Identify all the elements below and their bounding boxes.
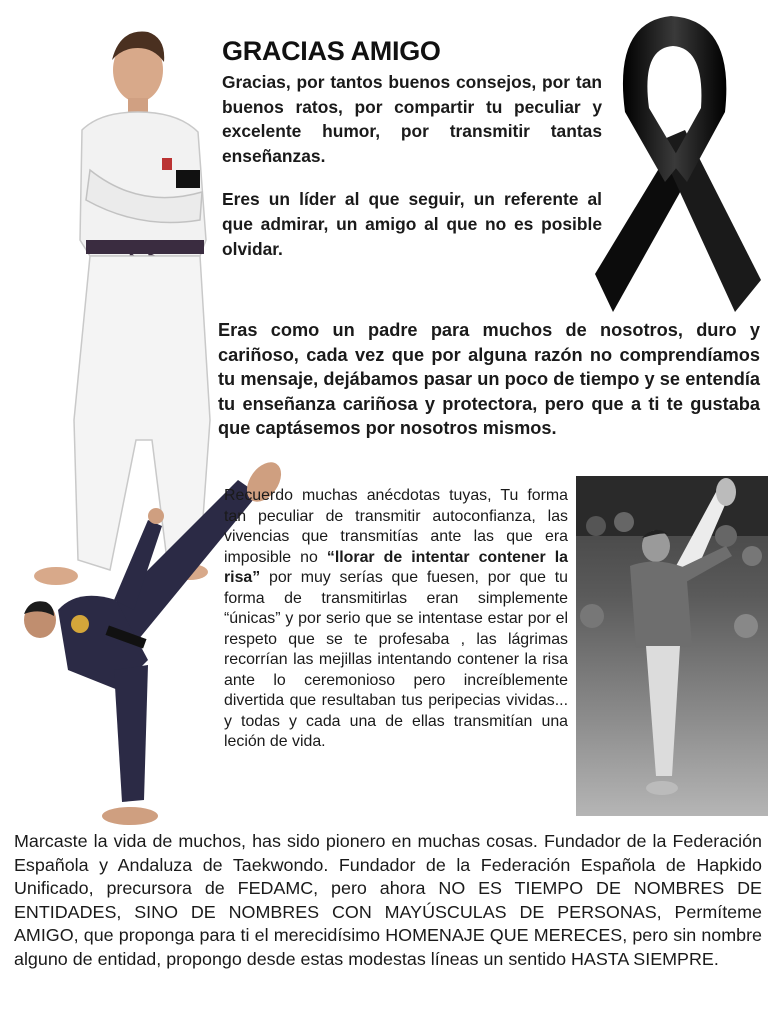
tribute-paragraph: Marcaste la vida de muchos, has sido pionero en muchas cosas. Fundador de la Federación Española y Andaluza de Taekwondo. Fundador de la Federación Española de Hapkido Unificado, precursora de FEDAMC, pero ahora NO ES TIEMPO DE NOMBRES DE ENTIDADES, SINO DE NOMBRES CON MAYÚSCULAS DE PERSONAS, Permíteme AMIGO, que proponga para ti el merecidísimo HOMENAJE QUE MERECES, pero sin nombre alguno de entidad, propongo desde estas modestas líneas un sentido HASTA SIEMPRE. (14, 831, 762, 969)
anecdotes-text-end: por muy serías que fuesen, por que tu forma de transmitirlas eran simplemente “únicas” y por serio que se intentase estar por el respeto que se te profesaba , las lágrimas recorrían las mejillas intentando contener la risa ante lo ceremonioso pero increíblemente divertida que resultaban tus peripecias vividas... y todas y cada una de ellas transmitían una leción de vida. (224, 569, 568, 750)
anecdotes-paragraph (224, 486, 568, 753)
page-title: GRACIAS AMIGO (222, 36, 441, 66)
father-paragraph: Eras como un padre para muchos de nosotros, duro y cariñoso, cada vez que por alguna razón no comprendíamos tu mensaje, dejábamos pasar un poco de tiempo y se entendía tu enseñanza cariñosa y protectora, pero que a ti te gustaba que captásemos por nosotros mismos. (218, 320, 760, 438)
leader-paragraph: Eres un líder al que seguir, un referente al que admirar, un amigo al que no es posible olvidar. (222, 189, 602, 259)
anecdotes-quote: “llorar de intentar contener la risa” (224, 548, 568, 586)
mourning-ribbon-icon (585, 12, 765, 317)
thanks-paragraph: Gracias, por tantos buenos consejos, por tan buenos ratos, por compartir tu peculiar y excelente humor, por transmitir tantas enseñanzas. (222, 72, 602, 166)
anecdotes-text-start: Recuerdo muchas anécdotas tuyas, Tu forma tan peculiar de transmitir autoconfianza, las vivencias que transmitías ante las que era imposible no (224, 487, 568, 566)
photo-bw-figure (576, 476, 768, 816)
photo-bw-high-kick (576, 476, 768, 816)
